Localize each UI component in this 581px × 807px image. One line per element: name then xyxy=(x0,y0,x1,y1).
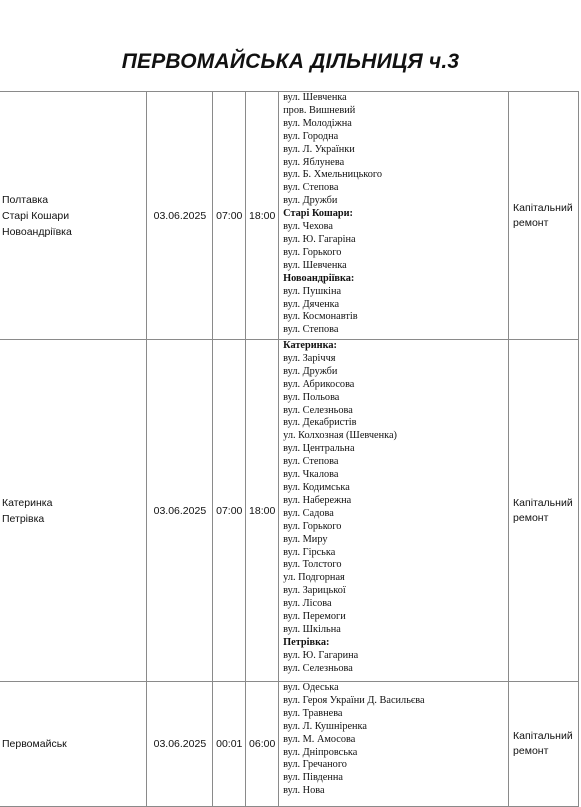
street-item: вул. Травнева xyxy=(283,707,343,719)
street-item: вул. Яблунева xyxy=(283,156,345,168)
street-item: вул. Заріччя xyxy=(283,352,336,364)
street-item: вул. Зарицької xyxy=(283,585,346,597)
outage-schedule-table xyxy=(0,91,579,807)
street-item: вул. Городна xyxy=(283,130,339,142)
street-item: вул. Л. Кушніренка xyxy=(283,720,367,732)
reason-cell xyxy=(509,340,579,682)
page-title: ПЕРВОМАЙСЬКА ДІЛЬНИЦЯ ч.3 xyxy=(121,50,460,73)
reason-text: Капітальний xyxy=(513,730,573,742)
street-item: вул. Набережна xyxy=(283,494,352,506)
street-group-header: Катеринка: xyxy=(283,340,337,351)
date-cell: 03.06.2025 xyxy=(147,92,213,340)
street-item: вул. Дніпровська xyxy=(283,746,358,758)
date-cell: 03.06.2025 xyxy=(147,340,213,682)
time-to-cell: 18:00 xyxy=(246,340,279,682)
reason-text: ремонт xyxy=(513,745,549,757)
street-item: вул. Дяченка xyxy=(283,298,340,310)
settlements-cell xyxy=(0,340,147,682)
street-item: вул. Дружби xyxy=(283,365,338,377)
date-cell: 03.06.2025 xyxy=(147,682,213,807)
settlement-name: Петрівка xyxy=(2,512,45,525)
street-item: вул. Космонавтів xyxy=(283,311,358,323)
street-item: вул. Пушкіна xyxy=(283,285,342,297)
reason-text: ремонт xyxy=(513,511,549,524)
street-item: вул. Садова xyxy=(283,507,334,519)
street-item: вул. Горького xyxy=(283,246,342,258)
settlements-cell xyxy=(0,682,147,807)
street-item: вул. Декабристів xyxy=(283,417,357,429)
street-item: вул. Шкільна xyxy=(283,623,341,635)
street-group-header: Старі Кошари: xyxy=(283,208,353,220)
street-item: вул. Толстого xyxy=(283,559,342,571)
street-item: вул. Ю. Гагаріна xyxy=(283,233,356,245)
street-item: вул. Чехова xyxy=(283,221,333,233)
street-item: вул. Абрикосова xyxy=(283,378,355,390)
street-item: вул. Степова xyxy=(283,182,339,194)
settlement-name: Новоандріївка xyxy=(2,225,72,238)
table-row xyxy=(0,92,579,340)
street-item: вул. М. Амосова xyxy=(283,733,356,745)
table-row xyxy=(0,682,579,807)
street-group-header: Новоандріївка: xyxy=(283,272,355,284)
street-item: вул. Гречаного xyxy=(283,759,347,771)
table-row xyxy=(0,340,579,682)
time-from-cell: 07:00 xyxy=(213,340,246,682)
street-item: вул. Селезньова xyxy=(283,404,353,416)
street-item: вул. Одеська xyxy=(283,682,339,693)
reason-cell xyxy=(509,682,579,807)
street-item: вул. Польова xyxy=(283,391,340,403)
street-item: вул. Селезньова xyxy=(283,662,353,674)
street-item: вул. Нова xyxy=(283,785,325,797)
street-item: вул. Кодимська xyxy=(283,481,350,493)
reason-text: Капітальний xyxy=(513,496,573,509)
street-item: вул. Шевченка xyxy=(283,92,347,103)
street-item: ул. Колхозная (Шевченка) xyxy=(283,430,397,442)
time-from-cell: 07:00 xyxy=(213,92,246,340)
street-item: вул. Ю. Гагарина xyxy=(283,649,359,661)
street-item: вул. Б. Хмельницького xyxy=(283,169,383,181)
streets-cell xyxy=(279,340,509,682)
time-to-cell: 18:00 xyxy=(246,92,279,340)
reason-text: Капітальний xyxy=(513,201,573,214)
reason-cell xyxy=(509,92,579,340)
street-item: вул. Л. Українки xyxy=(283,143,355,155)
reason-text: ремонт xyxy=(513,216,549,229)
street-item: ул. Подгорная xyxy=(283,572,345,584)
street-item: вул. Чкалова xyxy=(283,469,339,481)
time-from-cell: 00:01 xyxy=(213,682,246,807)
street-item: вул. Степова xyxy=(283,456,339,468)
street-item: вул. Героя України Д. Васильєва xyxy=(283,694,425,706)
street-item: пров. Вишневий xyxy=(283,104,356,116)
street-item: вул. Гірська xyxy=(283,546,336,558)
streets-cell xyxy=(279,682,509,807)
street-item: вул. Центральна xyxy=(283,443,355,455)
street-group-header: Петрівка: xyxy=(283,636,330,648)
street-item: вул. Перемоги xyxy=(283,611,346,623)
settlement-name: Катеринка xyxy=(2,496,53,509)
settlement-name: Полтавка xyxy=(2,193,49,206)
street-item: вул. Степова xyxy=(283,324,339,336)
street-item: вул. Молодіжна xyxy=(283,117,352,129)
street-item: вул. Лісова xyxy=(283,598,332,610)
streets-cell xyxy=(279,92,509,340)
street-item: вул. Горького xyxy=(283,520,342,532)
street-item: вул. Шевченка xyxy=(283,259,347,271)
street-item: вул. Миру xyxy=(283,533,328,545)
time-to-cell: 06:00 xyxy=(246,682,279,807)
settlements-cell xyxy=(0,92,147,340)
street-item: вул. Дружби xyxy=(283,195,338,207)
settlement-name: Первомайськ xyxy=(2,738,67,750)
street-item: вул. Південна xyxy=(283,772,343,784)
settlement-name: Старі Кошари xyxy=(2,209,70,222)
